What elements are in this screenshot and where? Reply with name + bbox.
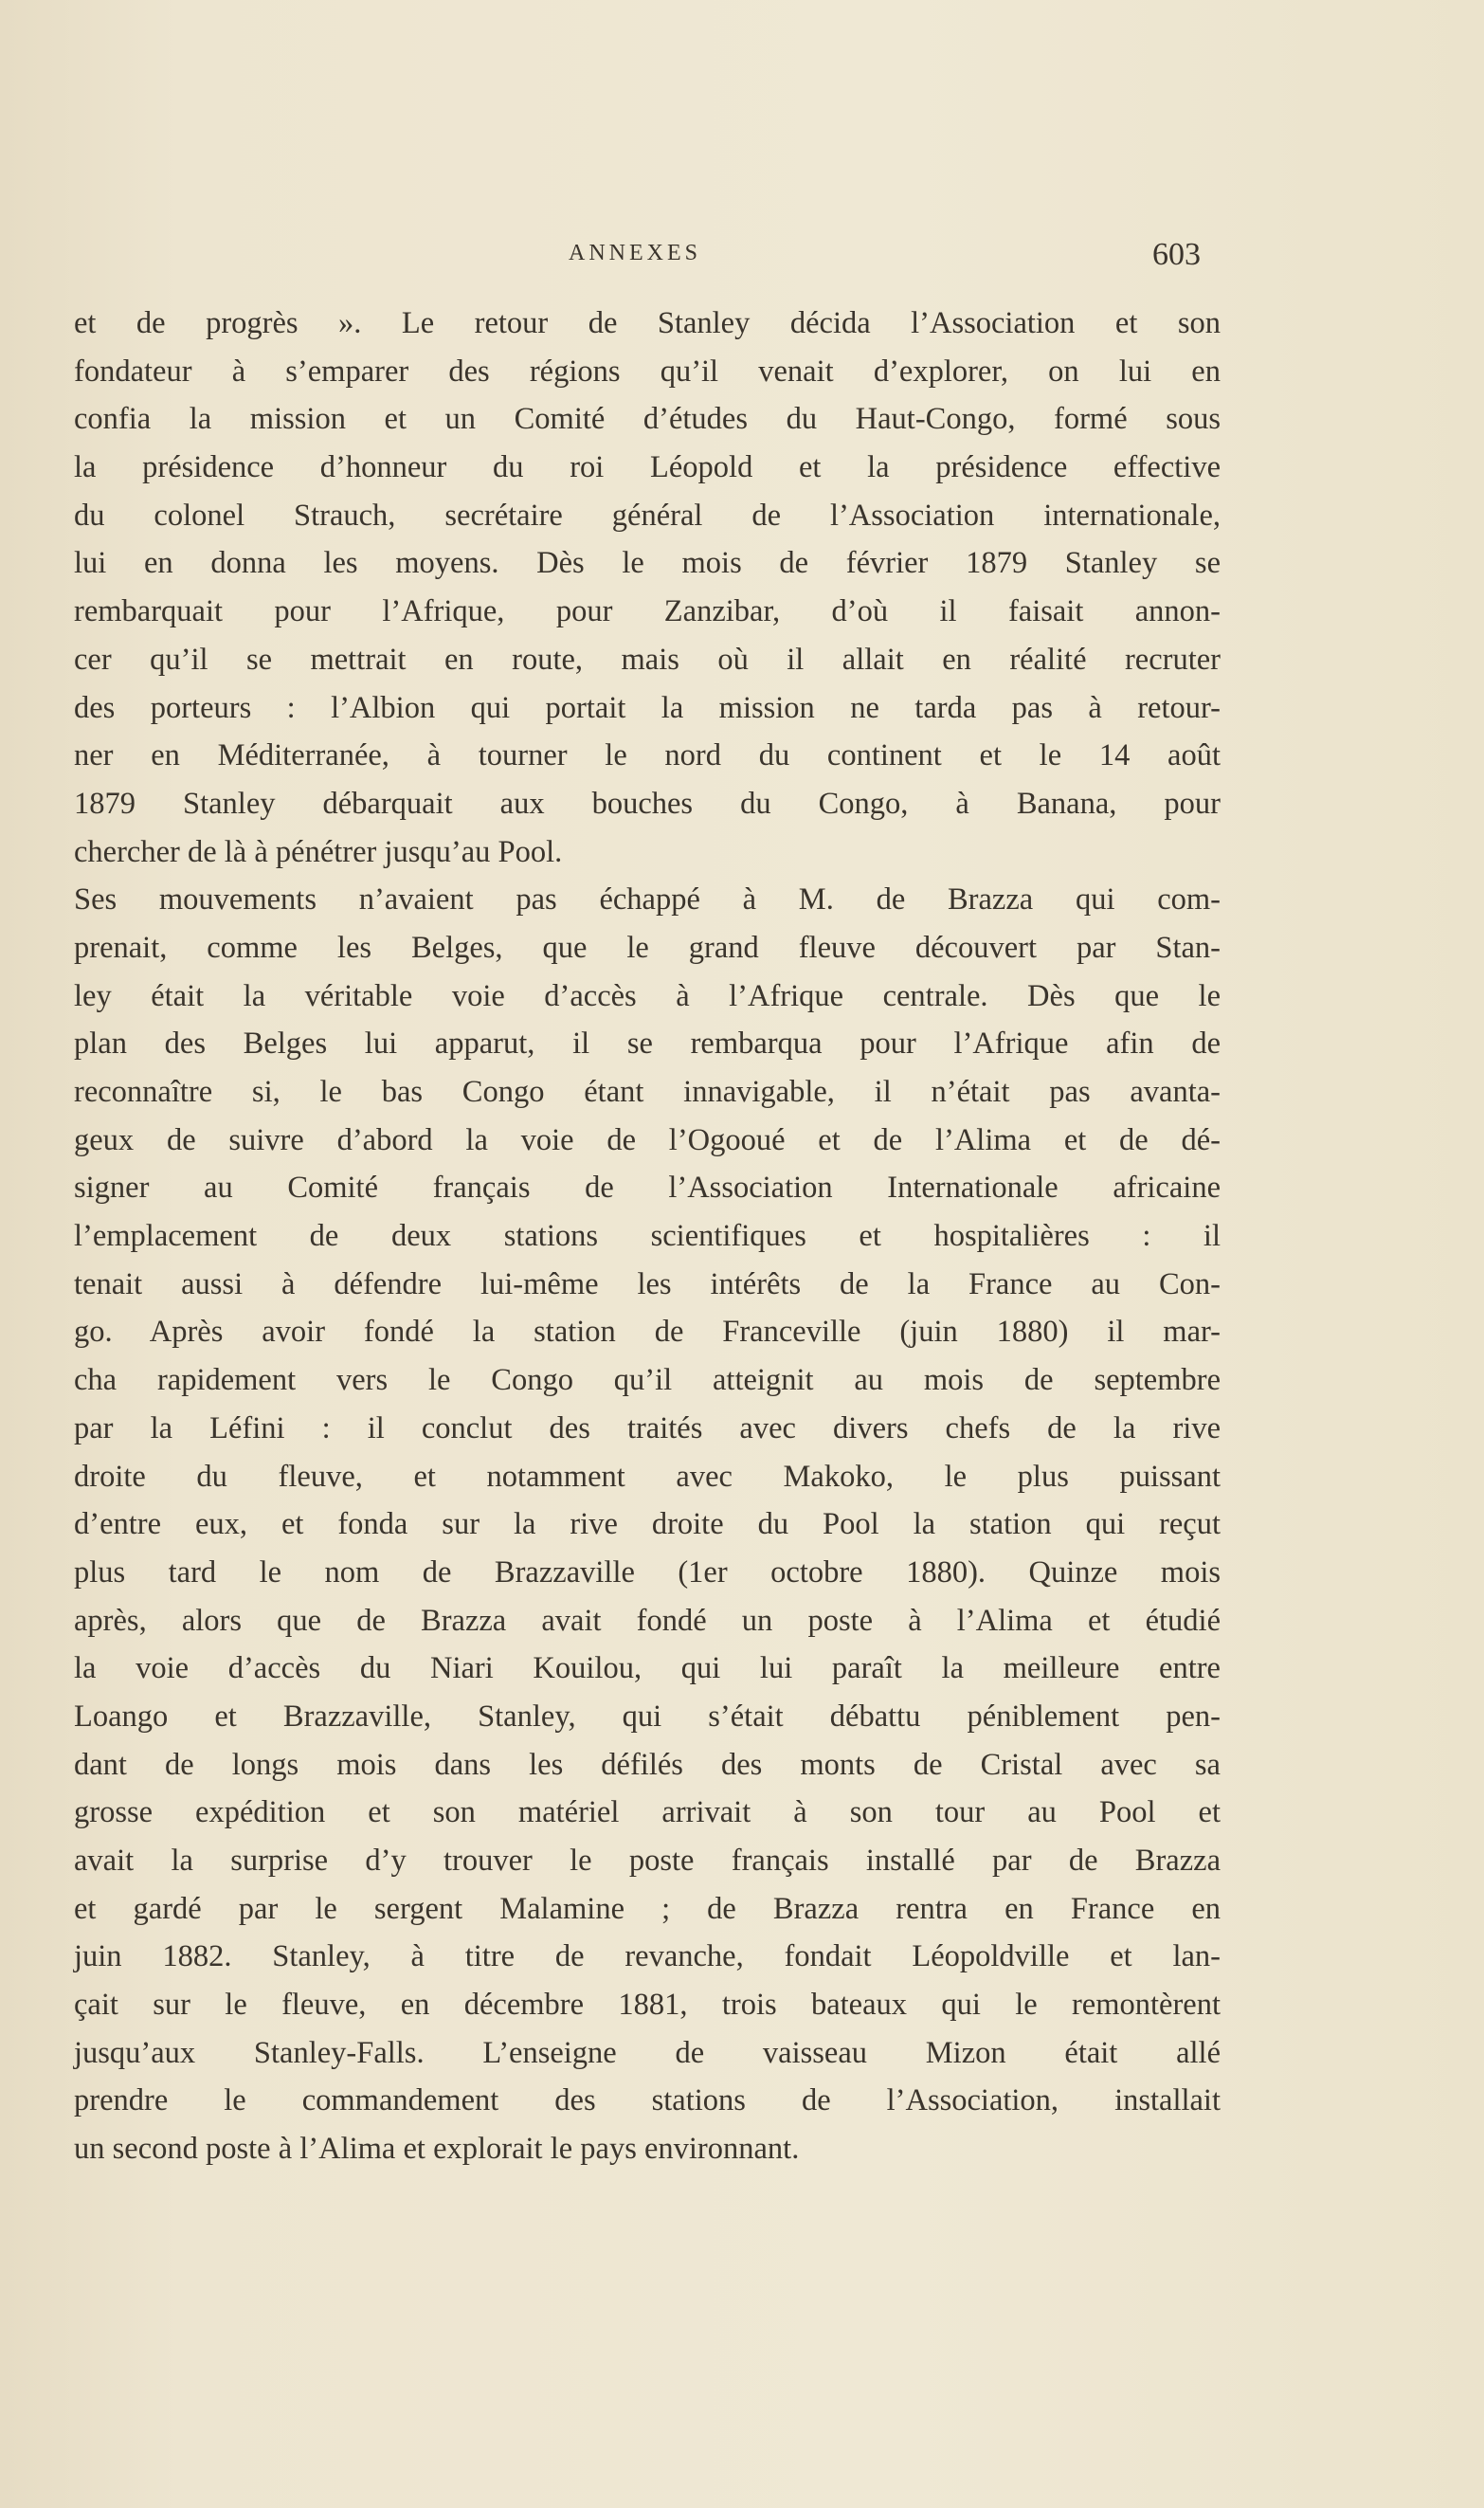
text-line: et gardé par le sergent Malamine ; de Brazza rentra en France en — [74, 1891, 1221, 1926]
text-line: reconnaître si, le bas Congo étant innavigable, il n’était pas avanta- — [74, 1075, 1221, 1109]
text-line: ner en Méditerranée, à tourner le nord du continent et le 14 août — [74, 738, 1221, 773]
text-line: ley était la véritable voie d’accès à l’Afrique centrale. Dès que le — [74, 978, 1221, 1013]
text-line: la voie d’accès du Niari Kouilou, qui lui paraît la meilleure entre — [74, 1651, 1221, 1686]
running-title: ANNEXES — [569, 241, 701, 265]
text-line: lui en donna les moyens. Dès le mois de février 1879 Stanley se — [74, 546, 1221, 581]
text-line: confia la mission et un Comité d’études du Haut-Congo, formé sous — [74, 402, 1221, 437]
text-line: après, alors que de Brazza avait fondé un poste à l’Alima et étudié — [74, 1603, 1221, 1638]
text-line: chercher de là à pénétrer jusqu’au Pool. — [74, 834, 563, 869]
body-text — [74, 300, 1221, 2173]
text-line: signer au Comité français de l’Association Internationale africaine — [74, 1171, 1221, 1206]
text-line: go. Après avoir fondé la station de Franceville (juin 1880) il mar- — [74, 1315, 1221, 1350]
text-line: 1879 Stanley débarquait aux bouches du Congo, à Banana, pour — [74, 786, 1221, 821]
text-line: plan des Belges lui apparut, il se rembarqua pour l’Afrique afin de — [74, 1027, 1221, 1062]
text-line: la présidence d’honneur du roi Léopold et la présidence effective — [74, 450, 1221, 485]
text-line: cer qu’il se mettrait en route, mais où il allait en réalité recruter — [74, 642, 1221, 677]
text-line: dant de longs mois dans les défilés des monts de Cristal avec sa — [74, 1747, 1221, 1782]
text-line: l’emplacement de deux stations scientifiques et hospitalières : il — [74, 1219, 1221, 1254]
text-line: cha rapidement vers le Congo qu’il atteignit au mois de septembre — [74, 1363, 1221, 1398]
text-line: plus tard le nom de Brazzaville (1er octobre 1880). Quinze mois — [74, 1554, 1221, 1590]
text-line: grosse expédition et son matériel arrivait à son tour au Pool et — [74, 1795, 1221, 1830]
text-line: prendre le commandement des stations de l’Association, installait — [74, 2083, 1221, 2118]
text-line: jusqu’aux Stanley-Falls. L’enseigne de vaisseau Mizon était allé — [74, 2035, 1221, 2070]
text-line: des porteurs : l’Albion qui portait la mission ne tarda pas à retour- — [74, 690, 1221, 725]
text-line: et de progrès ». Le retour de Stanley décida l’Association et son — [74, 306, 1221, 340]
page-number: 603 — [1152, 237, 1201, 272]
text-line: du colonel Strauch, secrétaire général de l’Association internationale, — [74, 498, 1221, 533]
text-line: çait sur le fleuve, en décembre 1881, trois bateaux qui le remontèrent — [74, 1988, 1221, 2023]
text-line: d’entre eux, et fonda sur la rive droite du Pool la station qui reçut — [74, 1507, 1221, 1542]
text-line: prenait, comme les Belges, que le grand fleuve découvert par Stan- — [74, 930, 1221, 965]
text-line: fondateur à s’emparer des régions qu’il venait d’explorer, on lui en — [74, 354, 1221, 389]
text-line: juin 1882. Stanley, à titre de revanche, fondait Léopoldville et lan- — [74, 1939, 1221, 1974]
text-line: un second poste à l’Alima et explorait le pays environnant. — [74, 2132, 800, 2167]
text-line: tenait aussi à défendre lui-même les intérêts de la France au Con- — [74, 1266, 1221, 1301]
text-line: Ses mouvements n’avaient pas échappé à M. de Brazza qui com- — [74, 882, 1221, 918]
text-line: avait la surprise d’y trouver le poste français installé par de Brazza — [74, 1844, 1221, 1878]
text-line: geux de suivre d’abord la voie de l’Ogooué et de l’Alima et de dé- — [74, 1122, 1221, 1157]
text-line: rembarquait pour l’Afrique, pour Zanzibar, d’où il faisait annon- — [74, 594, 1221, 629]
page-header — [0, 237, 1484, 284]
text-line: par la Léfini : il conclut des traités avec divers chefs de la rive — [74, 1410, 1221, 1445]
text-line: droite du fleuve, et notamment avec Makoko, le plus puissant — [74, 1459, 1221, 1494]
text-line: Loango et Brazzaville, Stanley, qui s’était débattu péniblement pen- — [74, 1699, 1221, 1734]
